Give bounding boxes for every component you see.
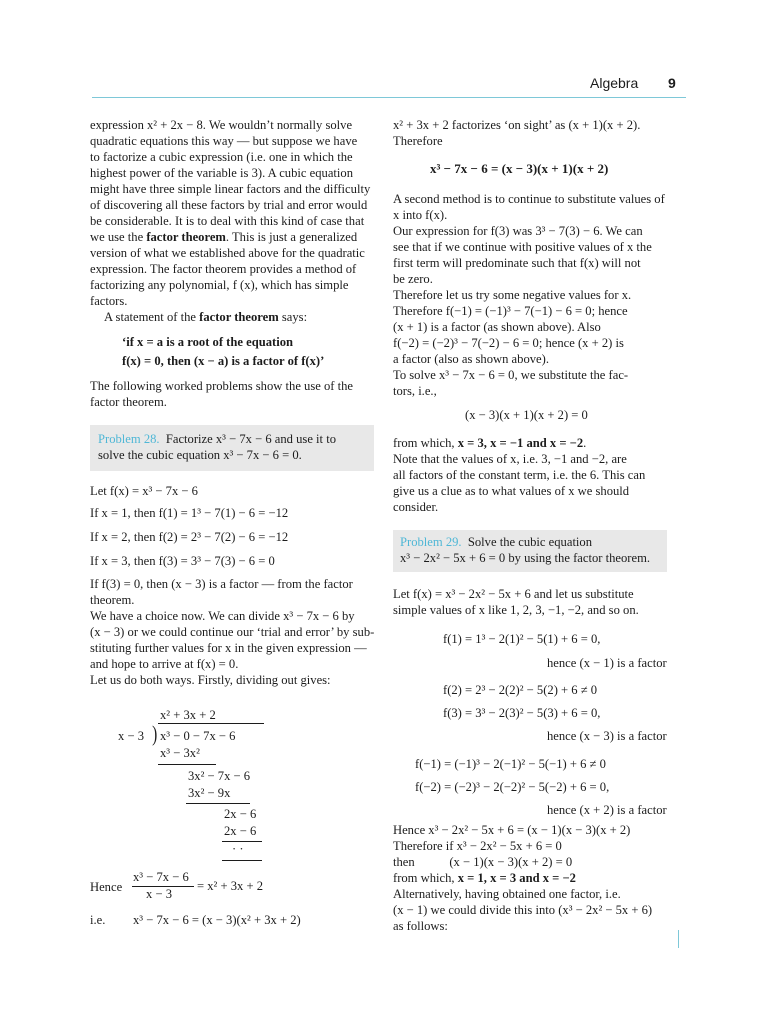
left-para1-line: of discovering all these factors by trial and error would bbox=[90, 198, 368, 212]
division-step: x³ − 3x² bbox=[160, 746, 200, 760]
factor-conclusion: hence (x − 1) is a factor bbox=[547, 656, 667, 670]
division-bracket: ) bbox=[152, 721, 158, 746]
text-run: A statement of the bbox=[104, 310, 200, 324]
division-step: 3x² − 9x bbox=[188, 786, 231, 800]
left-para1-line: factors. bbox=[90, 294, 128, 308]
factorized-result: x³ − 7x − 6 = (x − 3)(x + 1)(x + 2) bbox=[430, 161, 609, 176]
right-para-line: (x + 1) is a factor (as shown above). Also bbox=[393, 320, 601, 334]
problem-28-box bbox=[90, 425, 374, 471]
factor-conclusion: hence (x + 2) is a factor bbox=[547, 803, 667, 817]
division-rule bbox=[222, 860, 262, 861]
left-para1-line: expression. The factor theorem provides a method of bbox=[90, 262, 357, 276]
let2-line: Let f(x) = x³ − 2x² − 5x + 6 and let us substitute bbox=[393, 587, 634, 601]
problem-28-line bbox=[98, 432, 336, 448]
text-run: . bbox=[583, 436, 587, 450]
conclusion-line: Hence x³ − 2x² − 5x + 6 = (x − 1)(x − 3)(x + 2) bbox=[393, 823, 631, 837]
explanation-line: stituting further values for x in the given expression — bbox=[90, 641, 367, 655]
left-para1-line: might have three simple linear factors and the difficulty bbox=[90, 182, 371, 196]
following-line: The following worked problems show the use of the bbox=[90, 379, 354, 393]
explanation-line: and hope to arrive at f(x) = 0. bbox=[90, 657, 239, 671]
conclusion-line: Alternatively, having obtained one factor, i.e. bbox=[393, 887, 621, 901]
left-para1-line bbox=[90, 230, 357, 246]
left-para1-line: factorizing any polynomial, f (x), which has simple bbox=[90, 278, 349, 292]
left-para1-line: highest power of the variable is 3). A cubic equation bbox=[90, 166, 353, 180]
factored-equation: (x − 3)(x + 1)(x + 2) = 0 bbox=[465, 408, 588, 422]
explanation-line: Let us do both ways. Firstly, dividing out gives: bbox=[90, 673, 331, 687]
right-para-line: first term will predominate such that f(x) will not bbox=[393, 256, 641, 270]
right-para-line: Therefore f(−1) = (−1)³ − 7(−1) − 6 = 0; hence bbox=[393, 304, 628, 318]
left-para1-line: to factorize a cubic expression (i.e. one in which the bbox=[90, 150, 353, 164]
right-line: x² + 3x + 2 factorizes ‘on sight’ as (x + 1)(x + 2). bbox=[393, 118, 641, 132]
division-step: 2x − 6 bbox=[224, 807, 257, 821]
text-run: Factorize x³ − 7x − 6 and use it to bbox=[165, 432, 336, 446]
theorem-line: ‘if x = a is a root of the equation bbox=[122, 335, 294, 349]
left-para1-line: expression x² + 2x − 8. We wouldn’t normally solve bbox=[90, 118, 353, 132]
right-para-line: be zero. bbox=[393, 272, 433, 286]
running-header-title: Algebra bbox=[590, 75, 639, 91]
conclusion-line: then (x − 1)(x − 3)(x + 2) = 0 bbox=[393, 855, 573, 869]
theorem-line: f(x) = 0, then (x − a) is a factor of f(x)’ bbox=[122, 354, 325, 368]
hence-denominator: x − 3 bbox=[146, 887, 172, 901]
conclusion-line: as follows: bbox=[393, 919, 448, 933]
right-line: Therefore bbox=[393, 134, 443, 148]
column-end-rule bbox=[678, 930, 679, 948]
right-para-line: a factor (also as shown above). bbox=[393, 352, 549, 366]
note-line: give us a clue as to what values of x we should bbox=[393, 484, 630, 498]
left-para1-line: quadratic equations this way — but suppose we have bbox=[90, 134, 358, 148]
hence-word: Hence bbox=[90, 880, 123, 894]
problem-29-label: Problem 29. bbox=[400, 535, 462, 549]
factor-theorem-term: factor theorem bbox=[199, 310, 279, 324]
division-step: 3x² − 7x − 6 bbox=[188, 769, 251, 783]
evaluation-line: f(3) = 3³ − 2(3)² − 5(3) + 6 = 0, bbox=[443, 706, 601, 720]
right-para-line: Our expression for f(3) was 3³ − 7(3) − 6. We can bbox=[393, 224, 643, 238]
conclusion-line bbox=[393, 871, 576, 887]
division-quotient: x² + 3x + 2 bbox=[160, 708, 216, 722]
problem-28-line: solve the cubic equation x³ − 7x − 6 = 0. bbox=[98, 448, 302, 462]
division-rule bbox=[158, 764, 216, 765]
problem-29-line: x³ − 2x² − 5x + 6 = 0 by using the factor theorem. bbox=[400, 551, 651, 565]
hence-numerator: x³ − 7x − 6 bbox=[133, 870, 189, 884]
following-line: factor theorem. bbox=[90, 395, 167, 409]
let2-line: simple values of x like 1, 2, 3, −1, −2, and so on. bbox=[393, 603, 639, 617]
text-run: says: bbox=[278, 310, 308, 324]
note-line: Note that the values of x, i.e. 3, −1 and −2, are bbox=[393, 452, 627, 466]
substitution-line: If x = 1, then f(1) = 1³ − 7(1) − 6 = −12 bbox=[90, 506, 289, 520]
evaluation-line: f(−2) = (−2)³ − 2(−2)² − 5(−2) + 6 = 0, bbox=[415, 780, 610, 794]
division-step: 2x − 6 bbox=[224, 824, 257, 838]
conclusion-line: Therefore if x³ − 2x² − 5x + 6 = 0 bbox=[393, 839, 562, 853]
division-remainder: · · bbox=[232, 842, 244, 856]
ie-expression: x³ − 7x − 6 = (x − 3)(x² + 3x + 2) bbox=[133, 913, 301, 927]
explanation-line: (x − 3) or we could continue our ‘trial and error’ by sub- bbox=[90, 625, 375, 639]
right-para-line: see that if we continue with positive values of x the bbox=[393, 240, 652, 254]
page-number: 9 bbox=[668, 75, 676, 91]
factor-conclusion: hence (x − 3) is a factor bbox=[547, 729, 667, 743]
explanation-line: We have a choice now. We can divide x³ − 7x − 6 by bbox=[90, 609, 355, 623]
text-run: from which, bbox=[393, 436, 458, 450]
division-dividend: x³ − 0 − 7x − 6 bbox=[160, 729, 236, 743]
division-divisor: x − 3 bbox=[118, 729, 144, 743]
division-rule bbox=[186, 803, 250, 804]
roots-result: x = 3, x = −1 and x = −2 bbox=[457, 436, 584, 450]
right-para-line: tors, i.e., bbox=[393, 384, 437, 398]
substitution-line: If x = 2, then f(2) = 2³ − 7(2) − 6 = −12 bbox=[90, 530, 289, 544]
let-line: Let f(x) = x³ − 7x − 6 bbox=[90, 484, 198, 498]
text-run: we use the bbox=[90, 230, 147, 244]
right-para-line: f(−2) = (−2)³ − 7(−2) − 6 = 0; hence (x + 2) is bbox=[393, 336, 624, 350]
right-para-line: x into f(x). bbox=[393, 208, 448, 222]
note-line: all factors of the constant term, i.e. the 6. This can bbox=[393, 468, 646, 482]
right-para-line: Therefore let us try some negative values for x. bbox=[393, 288, 632, 302]
evaluation-line: f(2) = 2³ − 2(2)² − 5(2) + 6 ≠ 0 bbox=[443, 683, 598, 697]
right-para-line: To solve x³ − 7x − 6 = 0, we substitute the fac- bbox=[393, 368, 629, 382]
explanation-line: theorem. bbox=[90, 593, 135, 607]
roots-line bbox=[393, 436, 586, 452]
division-bar bbox=[158, 723, 264, 724]
evaluation-line: f(−1) = (−1)³ − 2(−1)² − 5(−1) + 6 ≠ 0 bbox=[415, 757, 606, 771]
right-para-line: A second method is to continue to substitute values of bbox=[393, 192, 665, 206]
ie-word: i.e. bbox=[90, 913, 106, 927]
hence-result: = x² + 3x + 2 bbox=[197, 879, 264, 893]
problem-28-label: Problem 28. bbox=[98, 432, 160, 446]
problem-29-box bbox=[393, 530, 667, 572]
problem-29-line bbox=[400, 535, 592, 551]
roots-result: x = 1, x = 3 and x = −2 bbox=[457, 871, 576, 885]
note-line: consider. bbox=[393, 500, 439, 514]
factor-theorem-term: factor theorem bbox=[146, 230, 226, 244]
substitution-line: If x = 3, then f(3) = 3³ − 7(3) − 6 = 0 bbox=[90, 554, 275, 568]
statement-line bbox=[104, 310, 307, 326]
conclusion-line: (x − 1) we could divide this into (x³ − 2x² − 5x + 6) bbox=[393, 903, 653, 917]
text-run: Solve the cubic equation bbox=[467, 535, 593, 549]
text-run: from which, bbox=[393, 871, 458, 885]
evaluation-line: f(1) = 1³ − 2(1)² − 5(1) + 6 = 0, bbox=[443, 632, 601, 646]
left-para1-line: version of what we established above for the quadratic bbox=[90, 246, 365, 260]
text-run: . This is just a generalized bbox=[225, 230, 358, 244]
left-para1-line: be considerable. It is to deal with this kind of case that bbox=[90, 214, 365, 228]
explanation-line: If f(3) = 0, then (x − 3) is a factor — from the factor bbox=[90, 577, 353, 591]
header-rule bbox=[92, 97, 686, 98]
